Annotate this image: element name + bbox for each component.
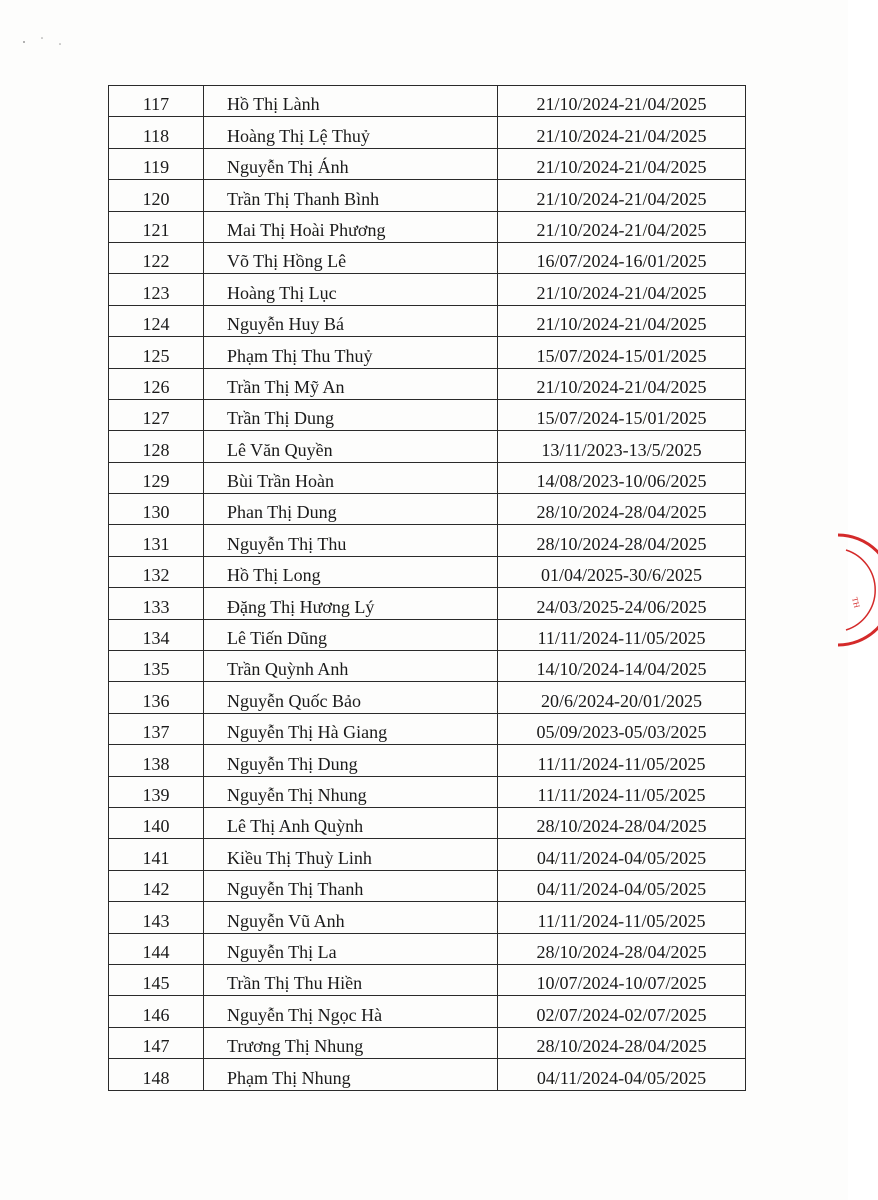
row-number-cell: 148 <box>109 1059 204 1090</box>
full-name-cell: Hồ Thị Long <box>204 556 498 587</box>
date-range-cell: 21/10/2024-21/04/2025 <box>498 86 746 117</box>
full-name-cell: Trần Thị Mỹ An <box>204 368 498 399</box>
date-range-cell: 21/10/2024-21/04/2025 <box>498 148 746 179</box>
table-row <box>109 242 746 273</box>
table-row <box>109 1027 746 1058</box>
row-number-cell: 131 <box>109 525 204 556</box>
table-row <box>109 745 746 776</box>
row-number-cell: 141 <box>109 839 204 870</box>
table-row <box>109 337 746 368</box>
table-row <box>109 211 746 242</box>
date-range-cell: 02/07/2024-02/07/2025 <box>498 996 746 1027</box>
row-number-cell: 134 <box>109 619 204 650</box>
date-range-cell: 14/10/2024-14/04/2025 <box>498 651 746 682</box>
row-number-cell: 133 <box>109 588 204 619</box>
full-name-cell: Mai Thị Hoài Phương <box>204 211 498 242</box>
table-row <box>109 494 746 525</box>
row-number-cell: 125 <box>109 337 204 368</box>
date-range-cell: 10/07/2024-10/07/2025 <box>498 964 746 995</box>
date-range-cell: 24/03/2025-24/06/2025 <box>498 588 746 619</box>
date-range-cell: 28/10/2024-28/04/2025 <box>498 525 746 556</box>
row-number-cell: 124 <box>109 305 204 336</box>
table-row <box>109 556 746 587</box>
full-name-cell: Võ Thị Hồng Lê <box>204 242 498 273</box>
full-name-cell: Nguyễn Thị Nhung <box>204 776 498 807</box>
table-row <box>109 619 746 650</box>
table-row <box>109 274 746 305</box>
full-name-cell: Hồ Thị Lành <box>204 86 498 117</box>
date-range-cell: 11/11/2024-11/05/2025 <box>498 902 746 933</box>
date-range-cell: 21/10/2024-21/04/2025 <box>498 368 746 399</box>
full-name-cell: Nguyễn Huy Bá <box>204 305 498 336</box>
table-row <box>109 525 746 556</box>
table-row <box>109 462 746 493</box>
full-name-cell: Trần Thị Thu Hiền <box>204 964 498 995</box>
table-row <box>109 682 746 713</box>
full-name-cell: Nguyễn Thị Ngọc Hà <box>204 996 498 1027</box>
date-range-cell: 21/10/2024-21/04/2025 <box>498 274 746 305</box>
row-number-cell: 146 <box>109 996 204 1027</box>
date-range-cell: 28/10/2024-28/04/2025 <box>498 807 746 838</box>
date-range-cell: 15/07/2024-15/01/2025 <box>498 337 746 368</box>
full-name-cell: Kiều Thị Thuỳ Linh <box>204 839 498 870</box>
date-range-cell: 21/10/2024-21/04/2025 <box>498 211 746 242</box>
date-range-cell: 16/07/2024-16/01/2025 <box>498 242 746 273</box>
table-row <box>109 776 746 807</box>
full-name-cell: Trần Thị Dung <box>204 399 498 430</box>
row-number-cell: 117 <box>109 86 204 117</box>
row-number-cell: 144 <box>109 933 204 964</box>
full-name-cell: Nguyễn Thị Ánh <box>204 148 498 179</box>
row-number-cell: 127 <box>109 399 204 430</box>
date-range-cell: 15/07/2024-15/01/2025 <box>498 399 746 430</box>
row-number-cell: 128 <box>109 431 204 462</box>
scan-speck-mark <box>20 30 68 50</box>
table-row <box>109 870 746 901</box>
row-number-cell: 143 <box>109 902 204 933</box>
date-range-cell: 04/11/2024-04/05/2025 <box>498 839 746 870</box>
table-row <box>109 86 746 117</box>
row-number-cell: 123 <box>109 274 204 305</box>
date-range-cell: 14/08/2023-10/06/2025 <box>498 462 746 493</box>
date-range-cell: 04/11/2024-04/05/2025 <box>498 870 746 901</box>
row-number-cell: 126 <box>109 368 204 399</box>
row-number-cell: 136 <box>109 682 204 713</box>
table-row <box>109 399 746 430</box>
table-row <box>109 368 746 399</box>
full-name-cell: Phan Thị Dung <box>204 494 498 525</box>
row-number-cell: 139 <box>109 776 204 807</box>
full-name-cell: Đặng Thị Hương Lý <box>204 588 498 619</box>
full-name-cell: Phạm Thị Nhung <box>204 1059 498 1090</box>
date-range-cell: 11/11/2024-11/05/2025 <box>498 776 746 807</box>
table-row <box>109 807 746 838</box>
full-name-cell: Lê Văn Quyền <box>204 431 498 462</box>
date-range-cell: 21/10/2024-21/04/2025 <box>498 180 746 211</box>
table-row <box>109 148 746 179</box>
staff-list-table <box>108 85 746 1091</box>
row-number-cell: 130 <box>109 494 204 525</box>
table-row <box>109 996 746 1027</box>
date-range-cell: 21/10/2024-21/04/2025 <box>498 117 746 148</box>
date-range-cell: 21/10/2024-21/04/2025 <box>498 305 746 336</box>
red-seal-stamp-fragment <box>808 530 878 650</box>
row-number-cell: 129 <box>109 462 204 493</box>
date-range-cell: 11/11/2024-11/05/2025 <box>498 745 746 776</box>
table-row <box>109 180 746 211</box>
row-number-cell: 118 <box>109 117 204 148</box>
table-row <box>109 117 746 148</box>
full-name-cell: Bùi Trần Hoàn <box>204 462 498 493</box>
full-name-cell: Trương Thị Nhung <box>204 1027 498 1058</box>
row-number-cell: 135 <box>109 651 204 682</box>
row-number-cell: 120 <box>109 180 204 211</box>
table-row <box>109 964 746 995</box>
row-number-cell: 137 <box>109 713 204 744</box>
table-row <box>109 839 746 870</box>
full-name-cell: Lê Tiến Dũng <box>204 619 498 650</box>
full-name-cell: Phạm Thị Thu Thuỷ <box>204 337 498 368</box>
table-row <box>109 902 746 933</box>
date-range-cell: 28/10/2024-28/04/2025 <box>498 1027 746 1058</box>
date-range-cell: 13/11/2023-13/5/2025 <box>498 431 746 462</box>
date-range-cell: 28/10/2024-28/04/2025 <box>498 933 746 964</box>
full-name-cell: Hoàng Thị Lục <box>204 274 498 305</box>
full-name-cell: Nguyễn Thị La <box>204 933 498 964</box>
full-name-cell: Nguyễn Quốc Bảo <box>204 682 498 713</box>
full-name-cell: Lê Thị Anh Quỳnh <box>204 807 498 838</box>
table-row <box>109 713 746 744</box>
full-name-cell: Nguyễn Thị Hà Giang <box>204 713 498 744</box>
full-name-cell: Hoàng Thị Lệ Thuỷ <box>204 117 498 148</box>
table-row <box>109 651 746 682</box>
table-row <box>109 588 746 619</box>
svg-text:TH: TH <box>850 596 862 609</box>
full-name-cell: Trần Quỳnh Anh <box>204 651 498 682</box>
row-number-cell: 121 <box>109 211 204 242</box>
row-number-cell: 122 <box>109 242 204 273</box>
table-row <box>109 1059 746 1090</box>
table-row <box>109 933 746 964</box>
full-name-cell: Nguyễn Thị Dung <box>204 745 498 776</box>
full-name-cell: Nguyễn Thị Thanh <box>204 870 498 901</box>
full-name-cell: Trần Thị Thanh Bình <box>204 180 498 211</box>
date-range-cell: 28/10/2024-28/04/2025 <box>498 494 746 525</box>
row-number-cell: 132 <box>109 556 204 587</box>
table-row <box>109 431 746 462</box>
row-number-cell: 140 <box>109 807 204 838</box>
row-number-cell: 147 <box>109 1027 204 1058</box>
date-range-cell: 04/11/2024-04/05/2025 <box>498 1059 746 1090</box>
row-number-cell: 138 <box>109 745 204 776</box>
row-number-cell: 145 <box>109 964 204 995</box>
date-range-cell: 11/11/2024-11/05/2025 <box>498 619 746 650</box>
row-number-cell: 119 <box>109 148 204 179</box>
date-range-cell: 01/04/2025-30/6/2025 <box>498 556 746 587</box>
full-name-cell: Nguyễn Vũ Anh <box>204 902 498 933</box>
table-row <box>109 305 746 336</box>
date-range-cell: 05/09/2023-05/03/2025 <box>498 713 746 744</box>
date-range-cell: 20/6/2024-20/01/2025 <box>498 682 746 713</box>
full-name-cell: Nguyễn Thị Thu <box>204 525 498 556</box>
staff-list-body <box>109 86 746 1091</box>
row-number-cell: 142 <box>109 870 204 901</box>
